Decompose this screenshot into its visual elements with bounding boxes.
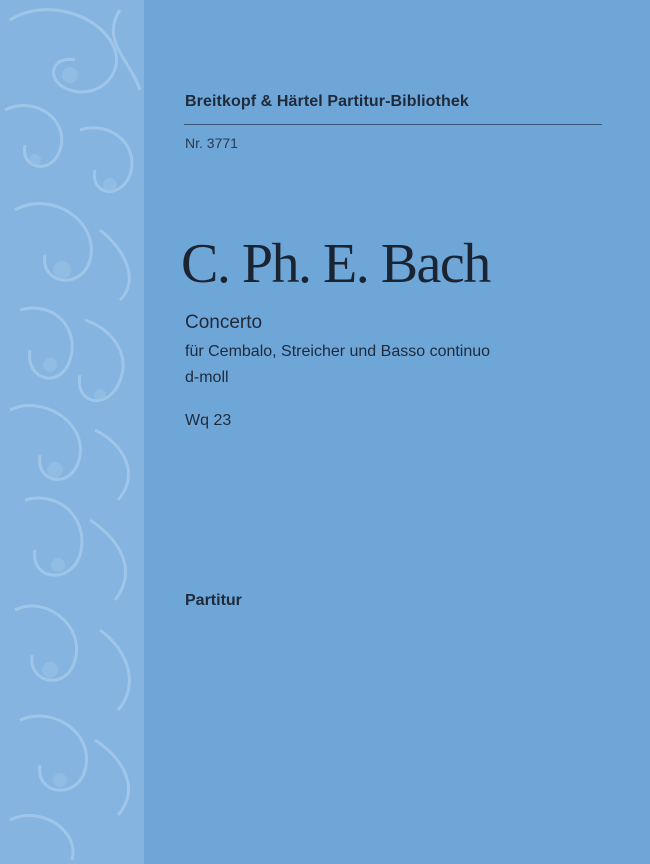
composer-name: C. Ph. E. Bach bbox=[181, 233, 490, 295]
baroque-ornament-icon bbox=[0, 0, 144, 864]
edition-type: Partitur bbox=[185, 592, 242, 609]
divider-rule bbox=[184, 124, 602, 125]
publisher-series: Breitkopf & Härtel Partitur-Bibliothek bbox=[185, 93, 469, 110]
work-catalog-number: Wq 23 bbox=[185, 412, 232, 429]
work-title: Concerto bbox=[185, 312, 263, 333]
work-instrumentation: für Cembalo, Streicher und Basso continuo bbox=[185, 343, 491, 360]
work-key: d-moll bbox=[185, 369, 229, 386]
series-number: Nr. 3771 bbox=[185, 135, 238, 151]
ornament-panel bbox=[0, 0, 144, 864]
